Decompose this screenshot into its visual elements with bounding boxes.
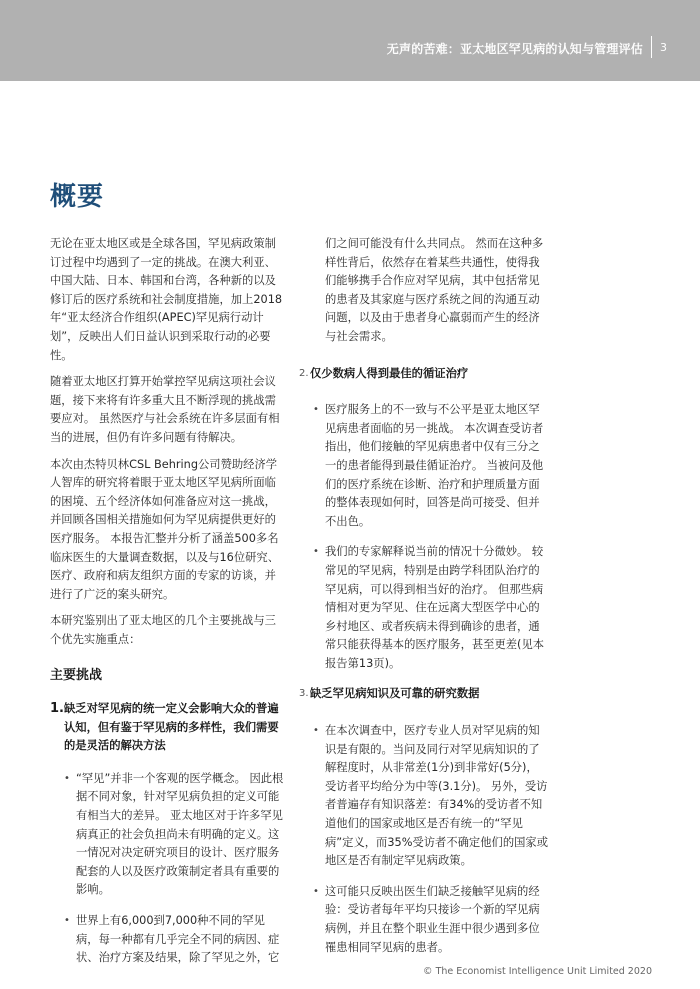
list-item [299,543,549,673]
challenge-1-heading [50,700,286,756]
bullet-icon: • [64,915,70,926]
bullet-text: 在本次调查中，医疗专业人员对罕见病的知识是有限的。当问及同行对罕见病知识的了解程度时，从非常差(1分)到非常好(5分)，受访者平均给分为中等(3.1分)。 另外，受访者普遍存有知识落差：有34%的受访者不知道他们的国家或地区是否有统一的“罕见病”定义，而35%受访者不确定他们的国家或地区是否有制定罕见病政策。 [325,724,549,868]
list-item [299,401,549,531]
bullet-text: “罕见”并非一个客观的医学概念。 因此根据不同对象，针对罕见病负担的定义可能有相当大的差异。 亚太地区对于许多罕见病真正的社会负担尚未有明确的定义。这一情况对决定研究项目的设计、医疗服务配套的人以及医疗政策制定者具有重要的影响。 [76,771,284,897]
left-column [50,235,286,980]
list-item [299,883,549,957]
bullet-icon: • [64,772,70,784]
intro-paragraph-4: 本研究鉴别出了亚太地区的几个主要挑战与三个优先实施重点： [50,614,276,646]
list-item [50,912,286,968]
bullet-icon: • [313,725,319,737]
page-header [0,0,700,81]
bullet-text: 医疗服务上的不一致与不公平是亚太地区罕见病患者面临的另一挑战。 本次调查受访者指出，他们接触的罕见病患者中仅有三分之一的患者能得到最佳循证治疗。 当被问及他们的医疗系统在诊断、治疗和护理质量方面的整体表现如何时，回答是尚可接受、但并不出色。 [325,403,544,528]
bullet-text: 这可能只反映出医生们缺乏接触罕见病的经验：受访者每年平均只接诊一个新的罕见病病例，并且在整个职业生涯中很少遇到多位罹患相同罕见病的患者。 [325,884,540,954]
copyright-footer: © The Economist Intelligence Unit Limited 2020 [423,966,652,977]
challenge-2-number: 2. [299,367,309,379]
bullet-text: 我们的专家解释说当前的情况十分微妙。 较常见的罕见病，特别是由跨学科团队治疗的罕见病，可以得到相当好的治疗。 但那些病情相对更为罕见、住在远离大型医学中心的乡村地区、或者疾病未得到确诊的患者，通常只能获得基本的医疗服务，甚至更差(见本报告第13页)。 [325,545,545,670]
main-challenges-heading: 主要挑战 [50,668,103,684]
header-divider [651,36,652,58]
list-item [299,722,549,871]
right-column [299,235,549,969]
challenge-1-bullets [50,770,286,968]
challenge-1-text: 缺乏对罕见病的统一定义会影响大众的普遍认知，但有鉴于罕见病的多样性，我们需要的是灵活的解决方法 [64,702,279,753]
intro-paragraph-1: 无论在亚太地区或是全球各国，罕见病政策制订过程中均遇到了一定的挑战。在澳大利亚、中国大陆、日本、韩国和台湾，各种新的以及修订后的医疗系统和社会制度措施，加上2018年“亚太经济合作组织(APEC)罕见病行动计划”，反映出人们日益认识到采取行动的必要性。 [50,237,283,362]
list-item [50,770,286,900]
bullet-icon: • [313,885,319,897]
intro-paragraph-2: 随着亚太地区打算开始掌控罕见病这项社会议题，接下来将有许多重大且不断浮现的挑战需要应对。 虽然医疗与社会系统在许多层面有相当的进展，但仍有许多问题有待解决。 [50,375,280,444]
challenge-2-heading [299,365,549,384]
continuation-paragraph: 们之间可能没有什么共同点。 然而在这种多样性背后，依然存在着某些共通性，使得我们能够携手合作应对罕见病，其中包括常见的患者及其家庭与医疗系统之间的沟通互动问题，以及由于患者身心羸弱而产生的经济与社会需求。 [325,237,544,343]
challenge-3-bullets [299,722,549,957]
challenge-3-heading [299,685,549,704]
section-title: 概要 [50,182,105,212]
challenge-3-text: 缺乏罕见病知识及可靠的研究数据 [310,687,480,701]
page-number: 3 [660,41,667,54]
bullet-icon: • [313,404,319,416]
bullet-text: 世界上有6,000到7,000种不同的罕见病，每一种都有几乎完全不同的病因、症状、治疗方案及结果，除了罕见之外，它 [76,914,280,965]
intro-paragraph-3: 本次由杰特贝林CSL Behring公司赞助经济学人智库的研究将着眼于亚太地区罕见病所面临的困境、五个经济体如何准备应对这一挑战，并回顾各国相关措施如何为罕见病提供更好的医疗服务。 本报告汇整并分析了涵盖500多名临床医生的大量调查数据，以及与16位研究、医疗、政府和病友组织方面的专家的访谈，并进行了广泛的案头研究。 [50,457,280,601]
challenge-1-number: 1. [50,701,64,717]
challenge-2-text: 仅少数病人得到最佳的循证治疗 [310,366,469,380]
challenge-3-number: 3. [299,688,309,700]
challenge-2-bullets [299,401,549,673]
report-title: 无声的苦难：亚太地区罕见病的认知与管理评估 [386,42,643,56]
bullet-icon: • [313,546,319,558]
